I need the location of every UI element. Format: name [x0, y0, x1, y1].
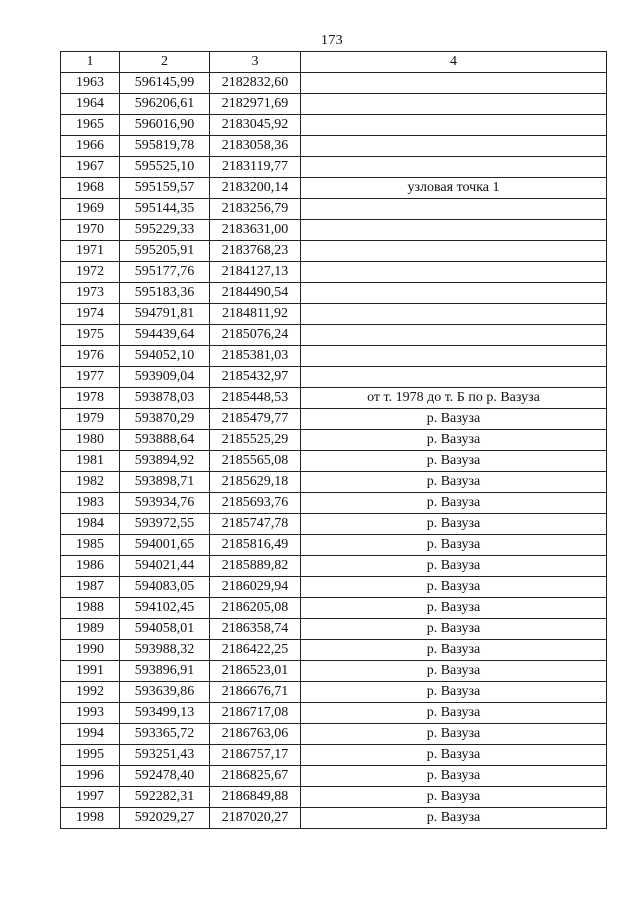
x-coordinate-cell: 593870,29 [120, 409, 210, 430]
y-coordinate-cell: 2182971,69 [210, 94, 301, 115]
x-coordinate-cell: 596145,99 [120, 73, 210, 94]
point-number-cell: 1966 [61, 136, 120, 157]
point-number-cell: 1971 [61, 241, 120, 262]
point-number-cell: 1976 [61, 346, 120, 367]
x-coordinate-cell: 593365,72 [120, 724, 210, 745]
note-cell [301, 94, 607, 115]
note-cell: р. Вазуза [301, 493, 607, 514]
table-row [61, 283, 607, 304]
y-coordinate-cell: 2183631,00 [210, 220, 301, 241]
y-coordinate-cell: 2186757,17 [210, 745, 301, 766]
y-coordinate-cell: 2184490,54 [210, 283, 301, 304]
table-row [61, 199, 607, 220]
point-number-cell: 1980 [61, 430, 120, 451]
y-coordinate-cell: 2183256,79 [210, 199, 301, 220]
note-cell: р. Вазуза [301, 766, 607, 787]
y-coordinate-cell: 2184127,13 [210, 262, 301, 283]
point-number-cell: 1977 [61, 367, 120, 388]
y-coordinate-cell: 2183768,23 [210, 241, 301, 262]
table-row [61, 325, 607, 346]
note-cell [301, 220, 607, 241]
table-row [61, 220, 607, 241]
y-coordinate-cell: 2186358,74 [210, 619, 301, 640]
point-number-cell: 1963 [61, 73, 120, 94]
point-number-cell: 1964 [61, 94, 120, 115]
x-coordinate-cell: 595177,76 [120, 262, 210, 283]
point-number-cell: 1997 [61, 787, 120, 808]
table-row [61, 640, 607, 661]
table-row [61, 724, 607, 745]
y-coordinate-cell: 2185747,78 [210, 514, 301, 535]
table-row [61, 682, 607, 703]
table-row [61, 661, 607, 682]
table-row [61, 787, 607, 808]
x-coordinate-cell: 593878,03 [120, 388, 210, 409]
point-number-cell: 1991 [61, 661, 120, 682]
table-row [61, 304, 607, 325]
note-cell: р. Вазуза [301, 661, 607, 682]
y-coordinate-cell: 2183058,36 [210, 136, 301, 157]
y-coordinate-cell: 2187020,27 [210, 808, 301, 829]
point-number-cell: 1978 [61, 388, 120, 409]
table-row [61, 535, 607, 556]
y-coordinate-cell: 2185889,82 [210, 556, 301, 577]
note-cell [301, 199, 607, 220]
point-number-cell: 1995 [61, 745, 120, 766]
table-row [61, 808, 607, 829]
column-header-3: 3 [210, 52, 301, 73]
y-coordinate-cell: 2183119,77 [210, 157, 301, 178]
point-number-cell: 1993 [61, 703, 120, 724]
point-number-cell: 1983 [61, 493, 120, 514]
y-coordinate-cell: 2186676,71 [210, 682, 301, 703]
point-number-cell: 1975 [61, 325, 120, 346]
table-row [61, 577, 607, 598]
y-coordinate-cell: 2186523,01 [210, 661, 301, 682]
note-cell: р. Вазуза [301, 682, 607, 703]
point-number-cell: 1996 [61, 766, 120, 787]
x-coordinate-cell: 593909,04 [120, 367, 210, 388]
point-number-cell: 1982 [61, 472, 120, 493]
y-coordinate-cell: 2185448,53 [210, 388, 301, 409]
y-coordinate-cell: 2186717,08 [210, 703, 301, 724]
x-coordinate-cell: 593898,71 [120, 472, 210, 493]
point-number-cell: 1970 [61, 220, 120, 241]
note-cell [301, 241, 607, 262]
x-coordinate-cell: 594439,64 [120, 325, 210, 346]
note-cell: р. Вазуза [301, 514, 607, 535]
x-coordinate-cell: 595819,78 [120, 136, 210, 157]
y-coordinate-cell: 2185693,76 [210, 493, 301, 514]
table-row [61, 157, 607, 178]
table-row [61, 514, 607, 535]
note-cell: р. Вазуза [301, 535, 607, 556]
table-row [61, 115, 607, 136]
note-cell: узловая точка 1 [301, 178, 607, 199]
table-row [61, 493, 607, 514]
x-coordinate-cell: 593894,92 [120, 451, 210, 472]
x-coordinate-cell: 592478,40 [120, 766, 210, 787]
x-coordinate-cell: 595229,33 [120, 220, 210, 241]
point-number-cell: 1972 [61, 262, 120, 283]
table-row [61, 619, 607, 640]
point-number-cell: 1969 [61, 199, 120, 220]
point-number-cell: 1973 [61, 283, 120, 304]
table-row [61, 409, 607, 430]
coordinates-table [60, 51, 607, 829]
x-coordinate-cell: 593251,43 [120, 745, 210, 766]
y-coordinate-cell: 2184811,92 [210, 304, 301, 325]
point-number-cell: 1994 [61, 724, 120, 745]
point-number-cell: 1989 [61, 619, 120, 640]
x-coordinate-cell: 595525,10 [120, 157, 210, 178]
y-coordinate-cell: 2186029,94 [210, 577, 301, 598]
y-coordinate-cell: 2186825,67 [210, 766, 301, 787]
y-coordinate-cell: 2183045,92 [210, 115, 301, 136]
point-number-cell: 1984 [61, 514, 120, 535]
table-row [61, 73, 607, 94]
point-number-cell: 1979 [61, 409, 120, 430]
y-coordinate-cell: 2186849,88 [210, 787, 301, 808]
point-number-cell: 1987 [61, 577, 120, 598]
y-coordinate-cell: 2185565,08 [210, 451, 301, 472]
y-coordinate-cell: 2185525,29 [210, 430, 301, 451]
table-row [61, 745, 607, 766]
x-coordinate-cell: 595144,35 [120, 199, 210, 220]
y-coordinate-cell: 2186763,06 [210, 724, 301, 745]
table-row [61, 241, 607, 262]
x-coordinate-cell: 594791,81 [120, 304, 210, 325]
x-coordinate-cell: 595159,57 [120, 178, 210, 199]
table-row [61, 766, 607, 787]
note-cell [301, 304, 607, 325]
x-coordinate-cell: 593639,86 [120, 682, 210, 703]
point-number-cell: 1986 [61, 556, 120, 577]
x-coordinate-cell: 596206,61 [120, 94, 210, 115]
x-coordinate-cell: 596016,90 [120, 115, 210, 136]
y-coordinate-cell: 2185479,77 [210, 409, 301, 430]
point-number-cell: 1981 [61, 451, 120, 472]
note-cell [301, 157, 607, 178]
point-number-cell: 1990 [61, 640, 120, 661]
table-row [61, 178, 607, 199]
x-coordinate-cell: 593499,13 [120, 703, 210, 724]
x-coordinate-cell: 594021,44 [120, 556, 210, 577]
column-header-1: 1 [61, 52, 120, 73]
x-coordinate-cell: 595183,36 [120, 283, 210, 304]
y-coordinate-cell: 2185076,24 [210, 325, 301, 346]
note-cell: р. Вазуза [301, 598, 607, 619]
point-number-cell: 1968 [61, 178, 120, 199]
x-coordinate-cell: 594001,65 [120, 535, 210, 556]
x-coordinate-cell: 592029,27 [120, 808, 210, 829]
x-coordinate-cell: 593896,91 [120, 661, 210, 682]
note-cell: р. Вазуза [301, 451, 607, 472]
y-coordinate-cell: 2185381,03 [210, 346, 301, 367]
point-number-cell: 1967 [61, 157, 120, 178]
point-number-cell: 1992 [61, 682, 120, 703]
note-cell [301, 115, 607, 136]
note-cell [301, 367, 607, 388]
x-coordinate-cell: 593934,76 [120, 493, 210, 514]
point-number-cell: 1988 [61, 598, 120, 619]
note-cell [301, 346, 607, 367]
column-header-4: 4 [301, 52, 607, 73]
table-row [61, 346, 607, 367]
note-cell [301, 325, 607, 346]
y-coordinate-cell: 2185816,49 [210, 535, 301, 556]
table-row [61, 556, 607, 577]
point-number-cell: 1985 [61, 535, 120, 556]
note-cell: р. Вазуза [301, 577, 607, 598]
table-header-row [61, 52, 607, 73]
point-number-cell: 1965 [61, 115, 120, 136]
x-coordinate-cell: 594058,01 [120, 619, 210, 640]
x-coordinate-cell: 593988,32 [120, 640, 210, 661]
x-coordinate-cell: 594083,05 [120, 577, 210, 598]
note-cell: р. Вазуза [301, 703, 607, 724]
note-cell [301, 136, 607, 157]
table-row [61, 94, 607, 115]
page-number: 173 [321, 33, 343, 48]
note-cell: р. Вазуза [301, 745, 607, 766]
note-cell [301, 283, 607, 304]
x-coordinate-cell: 593972,55 [120, 514, 210, 535]
note-cell: р. Вазуза [301, 787, 607, 808]
y-coordinate-cell: 2182832,60 [210, 73, 301, 94]
table-row [61, 430, 607, 451]
note-cell: р. Вазуза [301, 724, 607, 745]
note-cell [301, 73, 607, 94]
note-cell: р. Вазуза [301, 556, 607, 577]
table-row [61, 451, 607, 472]
table-row [61, 262, 607, 283]
note-cell: от т. 1978 до т. Б по р. Вазуза [301, 388, 607, 409]
table-row [61, 703, 607, 724]
note-cell: р. Вазуза [301, 409, 607, 430]
note-cell: р. Вазуза [301, 619, 607, 640]
table-row [61, 472, 607, 493]
y-coordinate-cell: 2186205,08 [210, 598, 301, 619]
note-cell: р. Вазуза [301, 640, 607, 661]
x-coordinate-cell: 592282,31 [120, 787, 210, 808]
table-row [61, 598, 607, 619]
point-number-cell: 1998 [61, 808, 120, 829]
note-cell: р. Вазуза [301, 430, 607, 451]
x-coordinate-cell: 593888,64 [120, 430, 210, 451]
x-coordinate-cell: 595205,91 [120, 241, 210, 262]
y-coordinate-cell: 2185629,18 [210, 472, 301, 493]
table-row [61, 367, 607, 388]
table-row [61, 136, 607, 157]
point-number-cell: 1974 [61, 304, 120, 325]
table-body [61, 73, 607, 829]
x-coordinate-cell: 594052,10 [120, 346, 210, 367]
column-header-2: 2 [120, 52, 210, 73]
note-cell [301, 262, 607, 283]
y-coordinate-cell: 2186422,25 [210, 640, 301, 661]
y-coordinate-cell: 2185432,97 [210, 367, 301, 388]
table-row [61, 388, 607, 409]
y-coordinate-cell: 2183200,14 [210, 178, 301, 199]
x-coordinate-cell: 594102,45 [120, 598, 210, 619]
note-cell: р. Вазуза [301, 472, 607, 493]
note-cell: р. Вазуза [301, 808, 607, 829]
